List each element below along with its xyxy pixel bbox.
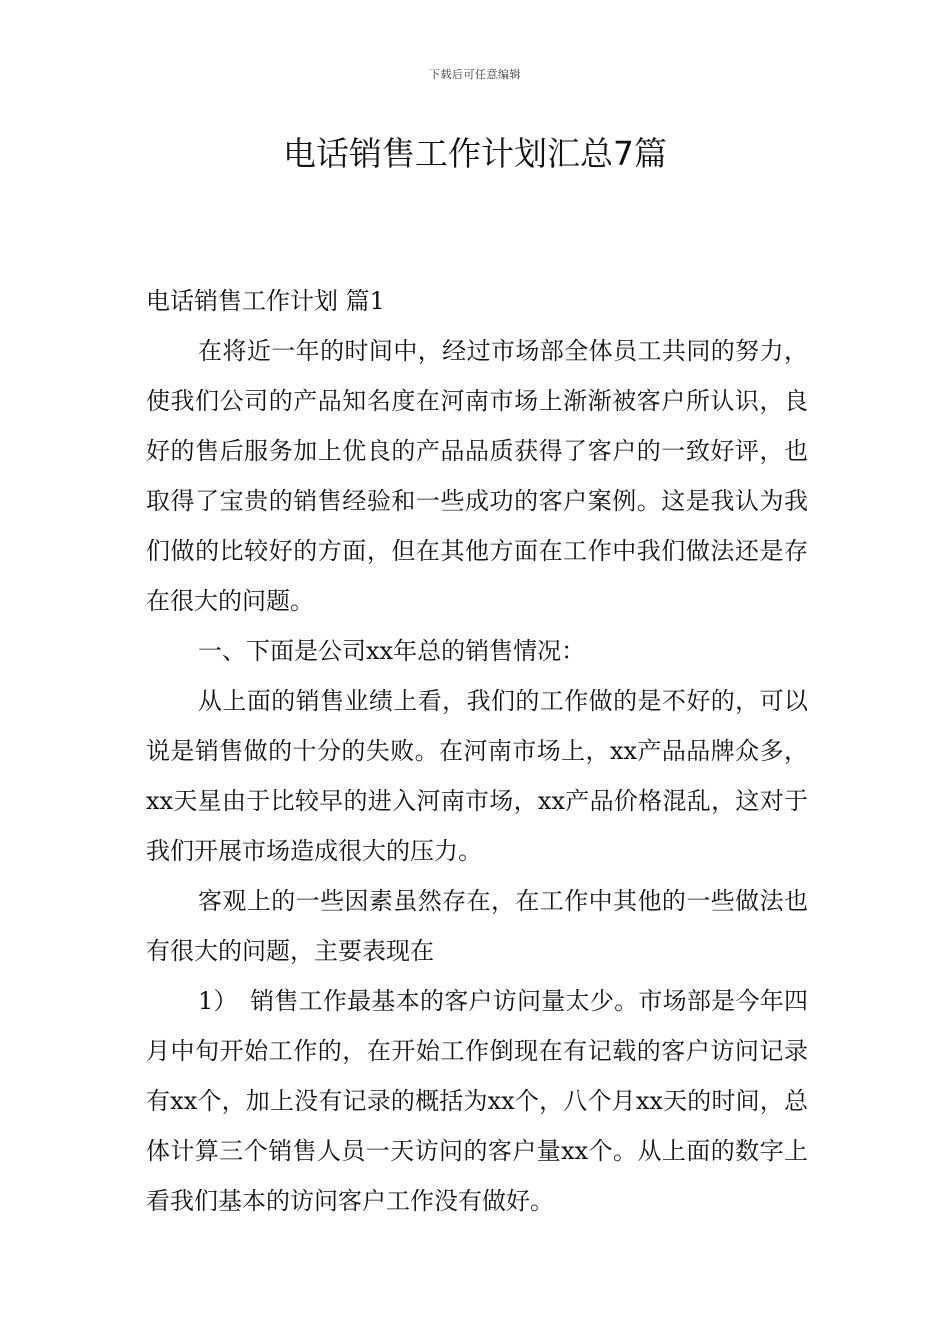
section-heading: 电话销售工作计划 篇1	[146, 287, 385, 315]
document-body	[146, 276, 808, 1226]
header-note: 下载后可任意编辑	[429, 68, 521, 81]
document-title: 电话销售工作计划汇总7篇	[283, 134, 667, 173]
paragraph: 客观上的一些因素虽然存在，在工作中其他的一些做法也有很大的问题，主要表现在	[146, 887, 808, 965]
paragraph: 在将近一年的时间中，经过市场部全体员工共同的努力，使我们公司的产品知名度在河南市场上渐渐被客户所认识，良好的售后服务加上优良的产品品质获得了客户的一致好评，也取得了宝贵的销售经验和一些成功的客户案例。这是我认为我们做的比较好的方面，但在其他方面在工作中我们做法还是存在很大的问题。	[146, 337, 808, 615]
paragraph: 从上面的销售业绩上看，我们的工作做的是不好的，可以说是销售做的十分的失败。在河南市场上，xx产品品牌众多，xx天星由于比较早的进入河南市场，xx产品价格混乱，这对于我们开展市场造成很大的压力。	[146, 687, 808, 865]
paragraph: 1） 销售工作最基本的客户访问量太少。市场部是今年四月中旬开始工作的，在开始工作倒现在有记载的客户访问记录有xx个，加上没有记录的概括为xx个，八个月xx天的时间，总体计算三个销售人员一天访问的客户量xx个。从上面的数字上看我们基本的访问客户工作没有做好。	[146, 987, 808, 1215]
paragraph: 一、下面是公司xx年总的销售情况：	[198, 637, 586, 665]
